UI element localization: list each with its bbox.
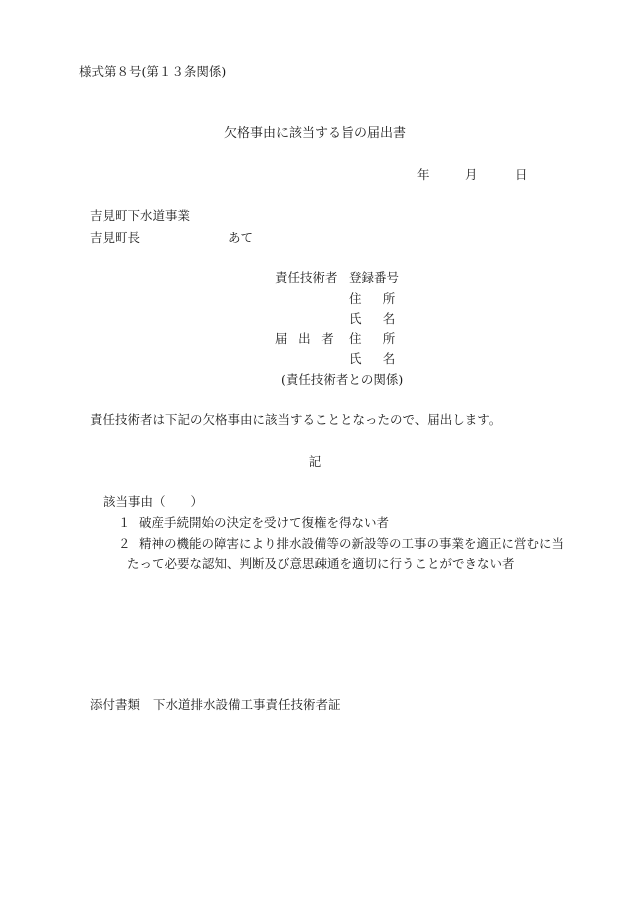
date-month-label: 月 bbox=[465, 167, 478, 182]
reason-text: 破産手続開始の決定を受けて復権を得ない者 bbox=[139, 515, 390, 530]
date-year-label: 年 bbox=[417, 167, 430, 182]
addressee-mayor: 吉見町長 bbox=[90, 230, 141, 245]
addressee-organization: 吉見町下水道事業 bbox=[90, 208, 191, 223]
attachment-value: 下水道排水設備工事責任技術者証 bbox=[153, 697, 341, 712]
reason-text-continuation: たって必要な認知、判断及び意思疎通を適切に行うことができない者 bbox=[127, 556, 515, 571]
notifier-name-label: 氏名 bbox=[349, 351, 417, 366]
engineer-registration-label: 登録番号 bbox=[349, 270, 400, 285]
form-number: 様式第８号(第１３条関係) bbox=[79, 64, 227, 79]
reason-number: １ bbox=[118, 515, 131, 530]
attachment-label: 添付書類 bbox=[90, 697, 141, 712]
notifier-address-label: 住所 bbox=[349, 331, 417, 346]
reason-number: ２ bbox=[118, 536, 131, 551]
notifier-relation-label: (責任技術者との関係) bbox=[281, 372, 404, 387]
engineer-name-label: 氏名 bbox=[349, 311, 417, 326]
ki-heading: 記 bbox=[308, 454, 322, 469]
document-title: 欠格事由に該当する旨の届出書 bbox=[223, 126, 406, 141]
addressee-suffix: あて bbox=[228, 230, 254, 245]
statement-text: 責任技術者は下記の欠格事由に該当することとなったので、届出します。 bbox=[90, 412, 502, 427]
reason-header: 該当事由（ ） bbox=[103, 494, 204, 509]
notifier-label: 届出者 bbox=[275, 331, 345, 346]
engineer-address-label: 住所 bbox=[349, 291, 417, 306]
date-day-label: 日 bbox=[515, 167, 528, 182]
engineer-label: 責任技術者 bbox=[275, 270, 338, 285]
reason-text: 精神の機能の障害により排水設備等の新設等の工事の事業を適正に営むに当 bbox=[139, 536, 565, 551]
